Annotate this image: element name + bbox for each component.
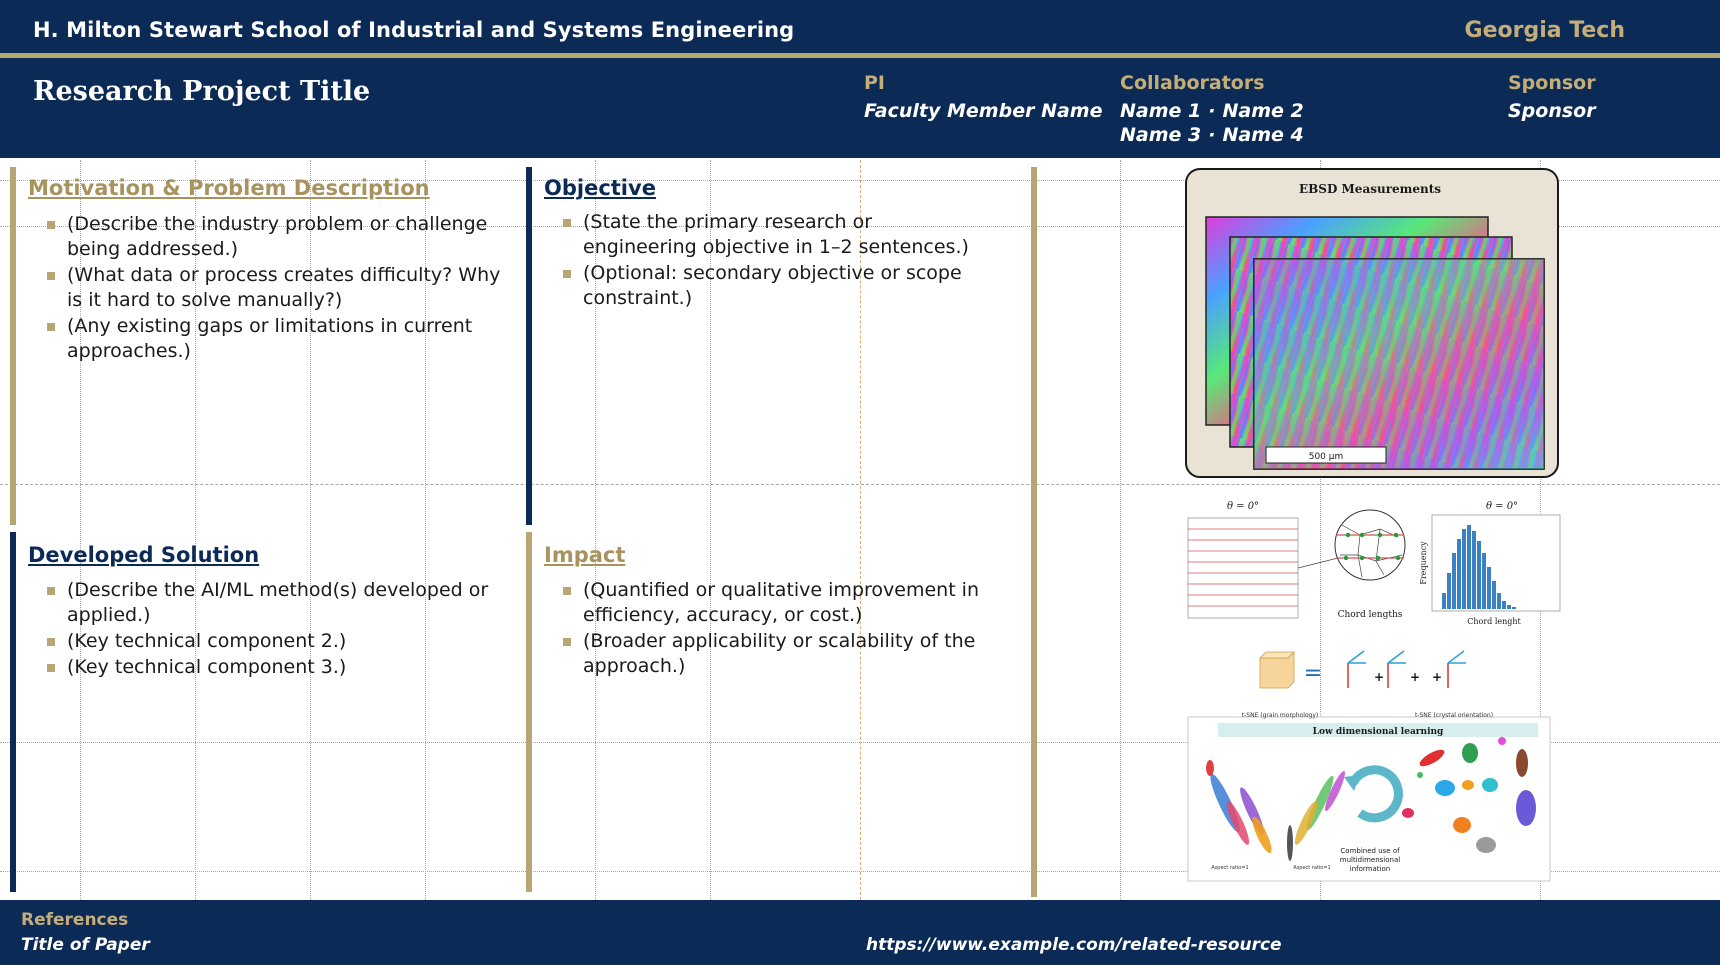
ebsd-overlay bbox=[1254, 259, 1544, 469]
list-item: (What data or process creates difficulty? Why is it hard to solve manually?) bbox=[28, 263, 508, 313]
low-dim-title: Low dimensional learning bbox=[1312, 727, 1444, 737]
svg-text:+: + bbox=[1410, 670, 1421, 684]
top-banner bbox=[0, 0, 1720, 53]
tsne-right-title: t-SNE (crystal orientation) bbox=[1414, 712, 1494, 719]
histogram-x-label: Chord lenght bbox=[1467, 617, 1521, 626]
scale-bar-label: 500 μm bbox=[1308, 452, 1344, 462]
pi-label: PI bbox=[864, 72, 885, 94]
collaborator-name: Name 4 bbox=[1222, 124, 1304, 146]
combined-label-1: Combined use of bbox=[1340, 847, 1400, 855]
motivation-title: Motivation & Problem Description bbox=[28, 176, 430, 200]
list-item: (Key technical component 2.) bbox=[28, 629, 508, 654]
sponsor-name: Sponsor bbox=[1508, 100, 1596, 122]
list-item: (Describe the industry problem or challenge being addressed.) bbox=[28, 212, 508, 262]
plus-signs bbox=[1374, 670, 1442, 684]
impact-title: Impact bbox=[544, 543, 626, 567]
project-header bbox=[0, 58, 1720, 158]
projection-glyphs bbox=[1348, 651, 1466, 688]
separator-dot: · bbox=[1208, 100, 1216, 122]
list-item: (Any existing gaps or limitations in current approaches.) bbox=[28, 314, 508, 364]
accent-bar bbox=[526, 167, 532, 525]
theta-label-left: θ = 0° bbox=[1226, 501, 1260, 512]
histogram-y-label: Frequency bbox=[1419, 541, 1428, 585]
pi-name: Faculty Member Name bbox=[864, 100, 1103, 122]
reference-link[interactable]: https://www.example.com/related-resource bbox=[866, 935, 1282, 955]
accent-bar bbox=[10, 167, 16, 525]
grain-zoom-circle bbox=[1335, 510, 1405, 580]
references-label: References bbox=[21, 910, 129, 930]
combined-label-3: information bbox=[1349, 865, 1391, 873]
collaborator-name: Name 3 bbox=[1120, 124, 1202, 146]
connector-line bbox=[1298, 558, 1338, 568]
motivation-list bbox=[28, 212, 508, 365]
collaborator-name: Name 1 bbox=[1120, 100, 1202, 122]
references-footer bbox=[0, 900, 1720, 965]
brand-name: Georgia Tech bbox=[1464, 18, 1625, 43]
sponsor-label: Sponsor bbox=[1508, 72, 1596, 94]
objective-list bbox=[544, 210, 984, 312]
svg-text:+: + bbox=[1432, 670, 1443, 684]
solution-title: Developed Solution bbox=[28, 543, 260, 567]
list-item: (Describe the AI/ML method(s) developed or applied.) bbox=[28, 578, 508, 628]
accent-bar bbox=[1031, 167, 1037, 897]
collaborators-row-1 bbox=[1120, 100, 1304, 122]
collaborators-row-2 bbox=[1120, 124, 1304, 146]
collaborators-label: Collaborators bbox=[1120, 72, 1265, 94]
reference-title: Title of Paper bbox=[21, 935, 150, 955]
theta-label-right: θ = 0° bbox=[1485, 501, 1519, 512]
collaborator-name: Name 2 bbox=[1222, 100, 1304, 122]
list-item: (Optional: secondary objective or scope constraint.) bbox=[544, 261, 984, 311]
objective-title: Objective bbox=[544, 176, 656, 200]
school-name: H. Milton Stewart School of Industrial and Systems Engineering bbox=[33, 18, 795, 42]
aspect-ratio-label: Aspect ratio=1 bbox=[1293, 865, 1331, 871]
tsne-left-title: t-SNE (grain morphology) bbox=[1241, 712, 1319, 719]
list-item: (Quantified or qualitative improvement in efficiency, accuracy, or cost.) bbox=[544, 578, 984, 628]
list-item: (Broader applicability or scalability of the approach.) bbox=[544, 629, 984, 679]
svg-text:+: + bbox=[1374, 670, 1385, 684]
combined-label-2: multidimensional bbox=[1339, 856, 1401, 864]
research-figure bbox=[1170, 163, 1570, 883]
grain-grid bbox=[1188, 518, 1298, 618]
separator-dot: · bbox=[1208, 124, 1216, 146]
chord-lengths-label: Chord lengths bbox=[1337, 610, 1403, 620]
project-title: Research Project Title bbox=[33, 76, 371, 107]
ebsd-title: EBSD Measurements bbox=[1298, 182, 1442, 196]
guide-line bbox=[1120, 160, 1121, 900]
cube-top bbox=[1260, 652, 1294, 658]
impact-list bbox=[544, 578, 984, 680]
accent-bar bbox=[526, 532, 532, 892]
list-item: (Key technical component 3.) bbox=[28, 655, 508, 680]
solution-list bbox=[28, 578, 508, 681]
aspect-ratio-label: Aspect ratio=1 bbox=[1211, 865, 1249, 871]
equals-sign: = bbox=[1303, 661, 1323, 686]
list-item: (State the primary research or engineering objective in 1–2 sentences.) bbox=[544, 210, 984, 260]
accent-bar bbox=[10, 532, 16, 892]
